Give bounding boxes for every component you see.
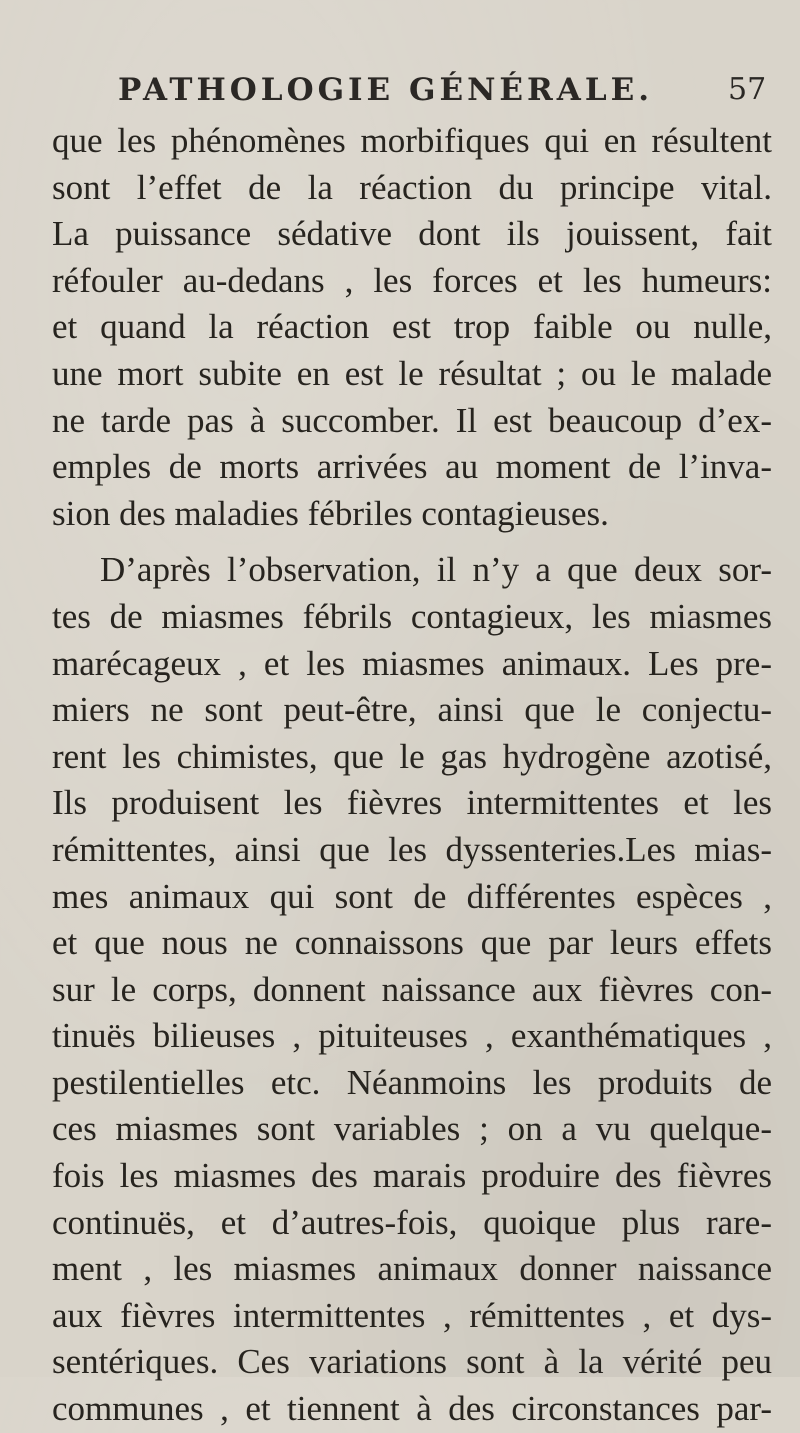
text-line: tinuës bilieuses , pituiteuses , exanthématiques , <box>52 1016 772 1056</box>
text-line: et que nous ne connaissons que par leurs effets <box>52 923 772 963</box>
paragraph <box>52 118 772 537</box>
text-line: La puissance sédative dont ils jouissent, fait <box>52 214 772 254</box>
running-title: PATHOLOGIE GÉNÉRALE. <box>118 72 654 108</box>
text-line: miers ne sont peut-être, ainsi que le conjectu- <box>52 690 772 730</box>
page-number: 57 <box>728 72 767 107</box>
text-line: rent les chimistes, que le gas hydrogène azotisé, <box>52 736 772 776</box>
text-line: emples de morts arrivées au moment de l’inva- <box>52 447 772 487</box>
text-line: D’après l’observation, il n’y a que deux sor- <box>100 550 772 590</box>
body-text <box>52 118 772 1433</box>
text-line: rémittentes, ainsi que les dyssenteries.Les mias- <box>52 829 772 869</box>
text-line: Ils produisent les fièvres intermittentes et les <box>52 783 772 823</box>
text-line: tes de miasmes fébrils contagieux, les miasmes <box>52 596 772 636</box>
text-line: ces miasmes sont variables ; on a vu quelque- <box>52 1109 772 1149</box>
text-line: et quand la réaction est trop faible ou nulle, <box>52 307 772 347</box>
text-line: communes , et tiennent à des circonstances par- <box>52 1389 772 1429</box>
text-line: continuës, et d’autres-fois, quoique plus rare- <box>52 1202 772 1242</box>
text-line: sion des maladies fébriles contagieuses. <box>52 493 609 533</box>
paragraph-gap <box>52 537 772 547</box>
text-line: marécageux , et les miasmes animaux. Les pre- <box>52 643 772 683</box>
text-line: que les phénomènes morbifiques qui en résultent <box>52 121 772 160</box>
text-line: aux fièvres intermittentes , rémittentes , et dys- <box>52 1295 772 1335</box>
text-line: ment , les miasmes animaux donner naissance <box>52 1249 772 1289</box>
text-line: réfouler au-dedans , les forces et les humeurs: <box>52 260 772 300</box>
text-line: fois les miasmes des marais produire des fièvres <box>52 1156 772 1196</box>
text-line: ne tarde pas à succomber. Il est beaucoup d’ex- <box>52 400 772 440</box>
text-line: mes animaux qui sont de différentes espèces , <box>52 876 772 916</box>
running-head <box>0 72 800 112</box>
text-line: sont l’effet de la réaction du principe vital. <box>52 167 772 207</box>
text-line: sur le corps, donnent naissance aux fièvres con- <box>52 969 772 1009</box>
text-line: une mort subite en est le résultat ; ou le malade <box>52 353 772 393</box>
text-line: sentériques. Ces variations sont à la vérité peu <box>52 1342 772 1382</box>
text-line: pestilentielles etc. Néanmoins les produits de <box>52 1062 772 1102</box>
paragraph <box>52 547 772 1432</box>
